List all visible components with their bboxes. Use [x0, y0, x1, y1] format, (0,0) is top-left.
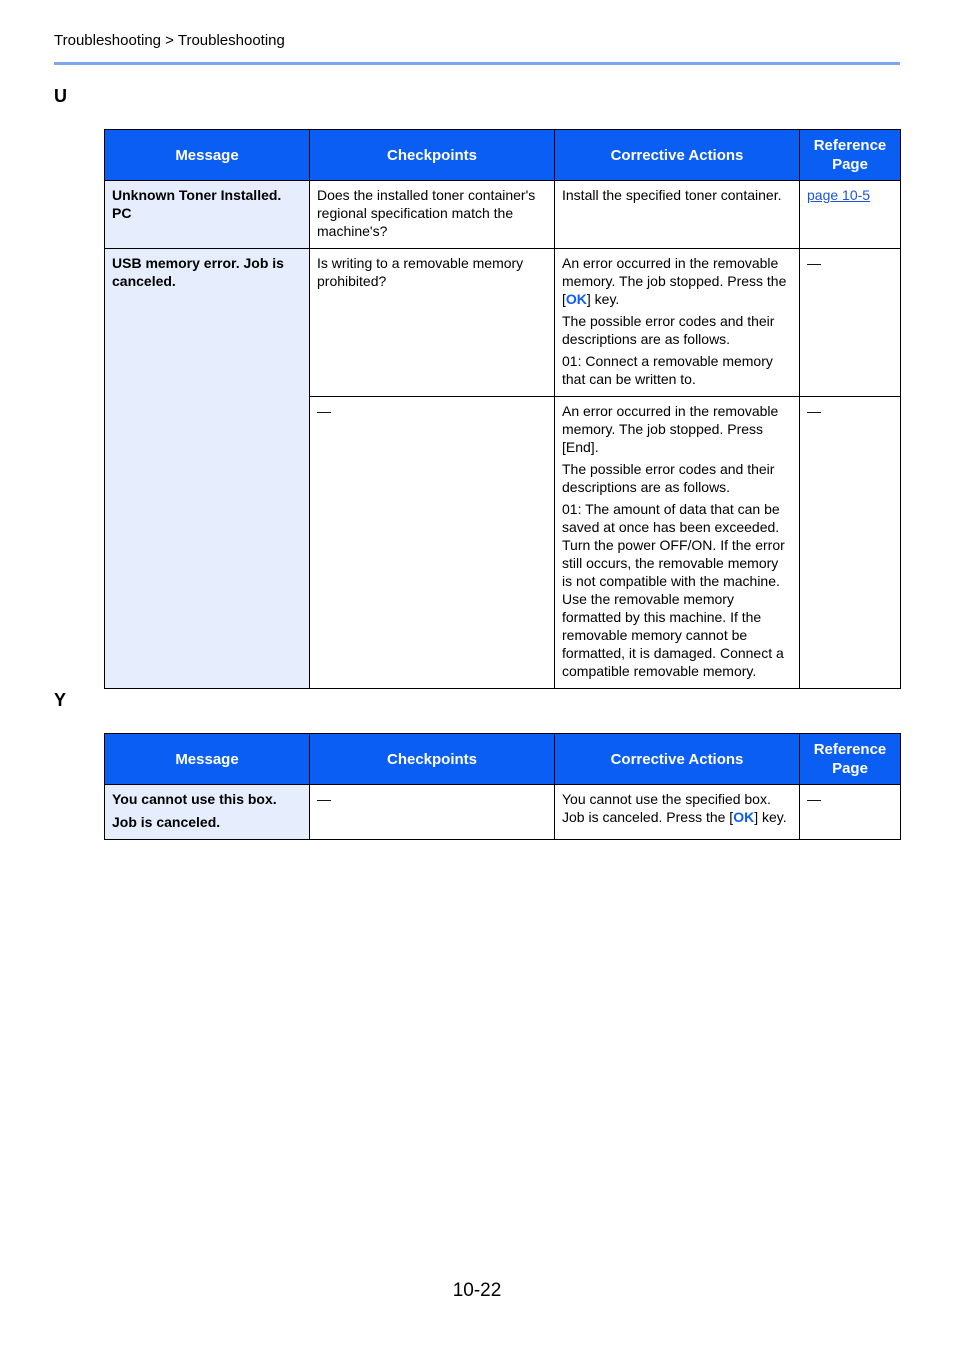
- reference-cell: —: [800, 249, 901, 397]
- corrective-action-cell: [555, 249, 800, 397]
- ok-key-label: OK: [733, 809, 755, 825]
- action-paragraph: An error occurred in the removable memory. The job stopped. Press the [OK] key.: [562, 255, 787, 307]
- corrective-action-cell: [555, 397, 800, 689]
- table-row: [105, 181, 901, 249]
- checkpoint-cell: —: [310, 785, 555, 840]
- message-line: You cannot use this box.: [112, 791, 277, 807]
- reference-cell: —: [800, 785, 901, 840]
- action-paragraph: The possible error codes and their descriptions are as follows.: [562, 313, 775, 347]
- header-rule: [54, 62, 900, 65]
- message-cell: [105, 785, 310, 840]
- reference-cell: [800, 181, 901, 249]
- action-paragraph: You cannot use the specified box. Job is canceled. Press the [OK] key.: [562, 791, 787, 825]
- reference-cell: —: [800, 397, 901, 689]
- column-header-reference-page: Reference Page: [800, 130, 901, 181]
- troubleshooting-table-y: [104, 733, 901, 840]
- action-paragraph: The possible error codes and their descriptions are as follows.: [562, 461, 775, 495]
- message-line: Job is canceled.: [112, 814, 221, 830]
- section-letter-y: Y: [54, 690, 67, 710]
- column-header-corrective-actions: Corrective Actions: [555, 130, 800, 181]
- table-row: [105, 785, 901, 840]
- message-cell: Unknown Toner Installed. PC: [105, 181, 310, 249]
- column-header-checkpoints: Checkpoints: [310, 734, 555, 785]
- checkpoint-cell: Does the installed toner container's regional specification match the machine's?: [310, 181, 555, 249]
- troubleshooting-table-u: [104, 129, 901, 689]
- breadcrumb: Troubleshooting > Troubleshooting: [54, 32, 285, 49]
- page-number: 10-22: [452, 1280, 502, 1301]
- corrective-action-cell: Install the specified toner container.: [555, 181, 800, 249]
- message-cell: USB memory error. Job is canceled.: [105, 249, 310, 689]
- reference-page-link[interactable]: page 10-5: [807, 187, 871, 203]
- section-letter-u: U: [54, 86, 67, 106]
- action-paragraph: 01: Connect a removable memory that can be written to.: [562, 353, 773, 387]
- column-header-message: Message: [105, 130, 310, 181]
- checkpoint-cell: Is writing to a removable memory prohibited?: [310, 249, 555, 397]
- corrective-action-cell: [555, 785, 800, 840]
- action-paragraph: 01: The amount of data that can be saved at once has been exceeded. Turn the power OFF/ON. If the error still occurs, the removable memory is not compatible with the machine. Use the removable memory formatted by this machine. If the removable memory cannot be formatted, it is damaged. Connect a compatible removable memory.: [562, 501, 785, 679]
- column-header-corrective-actions: Corrective Actions: [555, 734, 800, 785]
- column-header-reference-page: Reference Page: [800, 734, 901, 785]
- column-header-checkpoints: Checkpoints: [310, 130, 555, 181]
- table-row: [105, 249, 901, 397]
- action-paragraph: An error occurred in the removable memory. The job stopped. Press [End].: [562, 403, 779, 455]
- ok-key-label: OK: [565, 291, 587, 307]
- column-header-message: Message: [105, 734, 310, 785]
- checkpoint-cell: —: [310, 397, 555, 689]
